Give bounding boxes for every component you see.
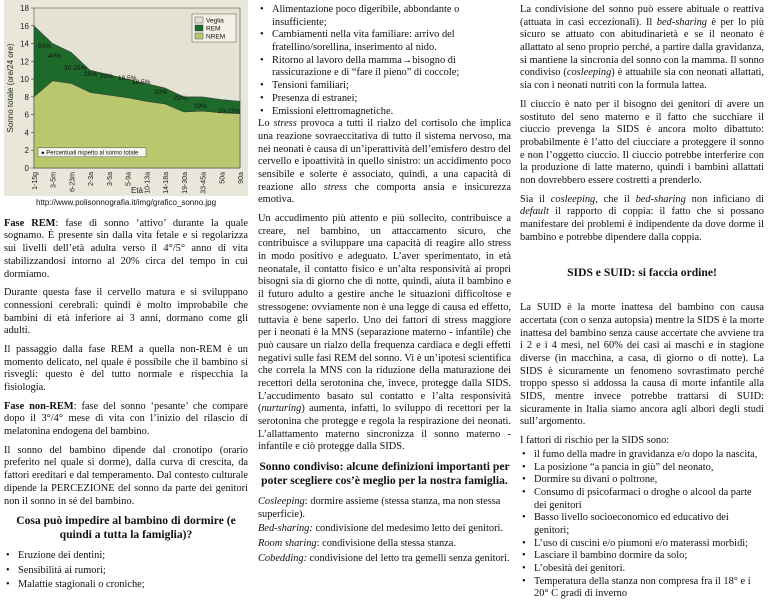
legend-label: NREM	[206, 33, 226, 41]
x-tick-label: 2-3a	[88, 172, 96, 187]
list-item: • Dormire su divani o poltrone,	[520, 474, 764, 487]
definition-term: Cobedding:	[258, 552, 308, 564]
y-tick-label: 0	[24, 164, 29, 173]
risk-factors-intro: I fattori di rischio per la SIDS sono:	[520, 435, 670, 447]
percent-annotation: 18,5%	[132, 79, 151, 86]
column-right	[520, 4, 764, 601]
transition-paragraph: Il passaggio dalla fase REM a quella non-REM è un momento delicato, nel quale è possibile che il bambino si risvegli: questo è del tutto normale e rispecchia la fisiologia.	[4, 343, 248, 393]
stress-term: stress	[273, 118, 297, 130]
heading-sids-suid: SIDS e SUID: si faccia ordine!	[567, 266, 717, 280]
definition-text: condivisione del letto tra gemelli senza genitori.	[307, 552, 510, 564]
couple-paragraph	[520, 194, 764, 245]
definition-term: Bed-sharing:	[258, 523, 313, 535]
y-axis-label: Sonno totale (ore/24 ore)	[6, 43, 15, 133]
stress-paragraph	[258, 118, 511, 207]
definition-text: : condivisione della stessa stanza.	[316, 537, 456, 549]
rem-title: Fase REM	[4, 217, 56, 229]
y-tick-label: 18	[20, 4, 29, 13]
percent-annotation: 40%	[48, 53, 62, 60]
x-tick-label: 1-15g	[32, 172, 39, 190]
care-text-a: Un accudimento più attento e più sollecito, contribuisce a creare, nel bambino, un attaccamento sicuro, che contribuisce a sviluppare una capacità di reagire allo stress in modo positivo e adeguato. L’aver sperimentato, in età neonatale, il contatto fisico e un’alta responsività ai propri bisogni sia di giorno che di notte, quindi, aiuta il bambino e il futuro adulto a gestire anche le situazioni difficoltose e stressogene: ovviamente non è una legge di causa ed effetto, tuttavia è bene saperlo. Uno dei fattori di stress maggiore per i neonati è la MNS (separazione materno - infantile) che può causare un rialzo della frequenza cardiaca e degli effetti negativi sulle fasi REM del sonno. Vi è un’ipotesi scientifica che correla la MNS con la riduzione della maturazione dei recettori della serotonina che, invece, protegge dalla SIDS. L’accudimento basato sul contatto e l’alta responsività (	[258, 213, 511, 415]
sharing-text-c: ) è attuabile sia con neonati allattati, sia con i neonati nutriti con la formula lattea.	[520, 67, 764, 92]
list-item: • Emissioni elettromagnetiche.	[258, 106, 511, 119]
legend-swatch	[195, 33, 203, 39]
risk-factors-list	[520, 449, 764, 601]
x-tick-label: 90a	[238, 172, 245, 184]
causes-list-continued	[258, 4, 511, 118]
sids-paragraph: La SUID è la morte inattesa del bambino con causa accertata (con o senza autopsia) mentre la SIDS è la morte inattesa del bambino senza cause accertate che avviene tra i 2 e i 4 mesi, nel 60% dei casi ai maschi e in stagione diverse (in macchina, a casa, di giorno o di notte). La SIDS è sicuramente un fenomeno sovrastimato perché troppo spesso si addossa la causa di morte infantile alla SIDS, mentre invece potrebbe trattarsi di SUID: sicuramente in Italia siamo ancora agli albori degli studi sull’argomento.	[520, 302, 764, 428]
rem-paragraph	[4, 218, 248, 281]
nonrem-title: Fase non-REM	[4, 400, 74, 412]
list-item: • L’obesità dei genitori.	[520, 563, 764, 576]
list-item: • Alimentazione poco digeribile, abbondante o insufficiente;	[258, 4, 511, 29]
chart-source-url: http://www.polisonnografia.it/img/grafico_sonno.jpg	[35, 198, 217, 207]
list-item: • Temperatura della stanza non compresa fra il 18° e i 20° C gradi di inverno	[520, 576, 764, 601]
stress-text-a: Lo	[258, 118, 274, 130]
definition-bed-sharing	[258, 523, 511, 536]
x-tick-label: 10-13a	[144, 172, 152, 194]
nurturing-term: nurturing	[261, 403, 302, 415]
definition-term: Cosleeping	[258, 495, 305, 507]
list-item: • Sensibilità ai rumori;	[4, 565, 248, 578]
y-tick-label: 2	[24, 146, 29, 156]
list-item: • Presenza di estranei;	[258, 93, 511, 106]
percent-annotation: 30-25%	[64, 65, 87, 72]
x-axis-label: Età	[130, 186, 144, 195]
care-paragraph	[258, 213, 511, 454]
couple-text-b: , che il	[595, 193, 636, 205]
list-item: • il fumo della madre in gravidanza e/o dopo la nascita,	[520, 449, 764, 462]
sleep-chart	[4, 0, 248, 196]
heading-what-prevents-sleep: Cosa può impedire al bambino di dormire (e quindi a tutta la famiglia)?	[16, 514, 236, 542]
stress-term: stress	[323, 181, 348, 193]
heading-shared-sleep: Sonno condiviso: alcune definizioni importanti per poter scegliere cos’è meglio per la nostra famiglia.	[259, 460, 510, 487]
x-tick-label: 19-30a	[181, 172, 189, 194]
x-tick-label: 33-45a	[200, 172, 208, 194]
bed-sharing-term: bed-sharing	[635, 193, 686, 205]
pacifier-paragraph: Il ciuccio è nato per il bisogno dei genitori di avere un sostituto del seno materno e il fatto che succhiare il ciuccio prevenga la SIDS è ancora molto dibattuto: probabilmente è l’atto del ciucciare a proteggere il sonno e non l’oggetto ciuccio. Il ciuccio potrebbe interferire con la produzione di latte materno, quindi i bambini allattati non dovrebbero essere costretti a prenderlo.	[520, 98, 764, 186]
note-label: ● Percentuali rispetto al sonno totale	[41, 150, 139, 157]
sharing-paragraph	[520, 4, 764, 93]
couple-text-c: non inficiano di	[685, 193, 764, 205]
list-item: • Malattie stagionali o croniche;	[4, 579, 248, 592]
percent-annotation: 22%	[174, 95, 188, 102]
definition-cosleeping	[258, 496, 511, 521]
rem-text: : fase di sonno ‘attivo’ durante la quale sognamo. È presente sin dalla vita fetale e si regolarizza sui livelli dell’età adulta verso il 4°/5° anno di vita stabilizzandosi intorno al 20% circa del tempo in cui dormiamo.	[4, 217, 248, 280]
nonrem-paragraph	[4, 401, 248, 439]
definition-room-sharing	[258, 538, 511, 551]
chronotype-paragraph: Il sonno del bambino dipende dal cronotipo (orario preferito nel quale si dorme), dalla curva di crescita, da fattori ereditari e dal temperamento. Dal contesto culturale dipende la PERCEZIONE del sonno da parte dei genitori non il sonno in sé del bambino.	[4, 444, 248, 507]
percent-annotation: 50%	[38, 43, 52, 50]
care-text-b: ) aumenta, infatti, lo sviluppo di recettori per la serotonina che protegge e regola la respirazione dei neonati. L’allattamento materno sincronizza il sonno materno - infantile e ciò protegge dalla SIDS.	[258, 403, 511, 453]
sharing-text-b: è per lo più sicuro se attuato con abitudinarietà e se il neonato è allattato al seno proprio perché, a partire dalla gravidanza, si mantiene la sincronia del sonno con la mamma. Il sonno condiviso (	[520, 16, 764, 79]
cosleeping-term: cosleeping	[566, 67, 612, 79]
percent-annotation: 20-23%	[218, 108, 241, 115]
definitions	[258, 496, 511, 565]
stress-text-c: che comporta ansia e insicurezza emotiva.	[258, 181, 511, 206]
definition-text: : dormire assieme (stessa stanza, ma non stessa superficie).	[258, 495, 501, 520]
y-tick-label: 10	[20, 75, 29, 85]
column-left	[4, 0, 248, 594]
y-tick-label: 4	[24, 128, 29, 138]
brain-paragraph: Durante questa fase il cervello matura e si sviluppano connessioni cerebrali: quindi è molto improbabile che bambini di età inferiore ai 3 anni, dormano come gli adulti.	[4, 287, 248, 337]
x-tick-label: 3-5a	[106, 172, 114, 187]
list-item: • Cambiamenti nella vita familiare: arrivo del fratellino/sorellina, inserimento al nido.	[258, 29, 511, 54]
column-middle	[258, 4, 511, 567]
percent-annotation: 20%	[154, 89, 168, 96]
cosleeping-term: cosleeping	[550, 193, 596, 205]
list-item: • Basso livello socioeconomico ed educativo dei genitori;	[520, 512, 764, 537]
y-tick-label: 12	[20, 57, 29, 67]
list-item: • L’uso di cuscini e/o piumoni e/o materassi morbidi;	[520, 538, 764, 551]
x-tick-label: 14-18a	[163, 172, 171, 194]
sleep-chart-svg	[4, 0, 248, 196]
y-tick-label: 6	[24, 110, 29, 120]
legend-label: Veglia	[206, 17, 224, 25]
percent-annotation: 19%	[194, 103, 208, 110]
legend-swatch	[195, 25, 203, 31]
bed-sharing-term: bed-sharing	[656, 16, 707, 28]
default-term: default	[520, 206, 549, 218]
couple-text-a: Sia il	[520, 193, 551, 205]
x-tick-label: 50a	[219, 172, 227, 184]
x-tick-label: 5-9a	[125, 172, 133, 187]
percent-annotation: 25%	[84, 71, 98, 78]
list-item: • Lasciare il bambino dormire da solo;	[520, 550, 764, 563]
list-item: • Ritorno al lavoro della mamma→bisogno di rassicurazione e di “fare il pieno” di coccole;	[258, 55, 511, 80]
legend-label: REM	[206, 25, 221, 33]
definition-cobedding	[258, 553, 511, 566]
nonrem-text: : fase del sonno ‘pesante’ che compare dopo il 3°/4° mese di vita con l’inizio del rilascio di melatonina endogena del bambino.	[4, 400, 249, 438]
x-tick-label: 6-23m	[69, 172, 77, 192]
couple-text-d: il rapporto di coppia: il fatto che si possano manifestare dei problemi è indipendente da dove dorme il bambino e potrebbe dipendere dalla coppia.	[520, 206, 764, 243]
x-tick-label: 3-5m	[50, 172, 58, 188]
list-item: • Tensioni familiari;	[258, 80, 511, 93]
list-item: • Consumo di psicofarmaci o droghe o alcool da parte dei genitori	[520, 487, 764, 512]
causes-list-start	[4, 550, 248, 592]
y-tick-label: 16	[20, 21, 29, 31]
percent-annotation: 18,5%	[118, 75, 137, 82]
list-item: • La posizione “a pancia in giù” del neonato,	[520, 462, 764, 475]
legend-swatch	[195, 17, 203, 23]
stress-text-b: provoca a tutti il rialzo del cortisolo che implica una reazione sovraeccitativa di tutto il sistema nervoso, ma nei neonati è causa di un’iperattività dell’emisfero destro del cervello e ipoattività in quello sinistro: un accidimento poco sensibile e solerte è associato, quindi, a una capacità di reazione allo	[258, 118, 512, 193]
definition-text: condivisione del medesimo letto dei genitori.	[312, 523, 504, 535]
percent-annotation: 20%	[100, 73, 114, 80]
y-tick-label: 8	[24, 92, 29, 102]
sharing-text-a: La condivisione del sonno può essere abituale o reattiva (attuata in casi eccezionali). Il	[520, 4, 764, 28]
definition-term: Room sharing	[258, 537, 317, 549]
list-item: • Eruzione dei dentini;	[4, 550, 248, 563]
y-tick-label: 14	[20, 39, 29, 49]
